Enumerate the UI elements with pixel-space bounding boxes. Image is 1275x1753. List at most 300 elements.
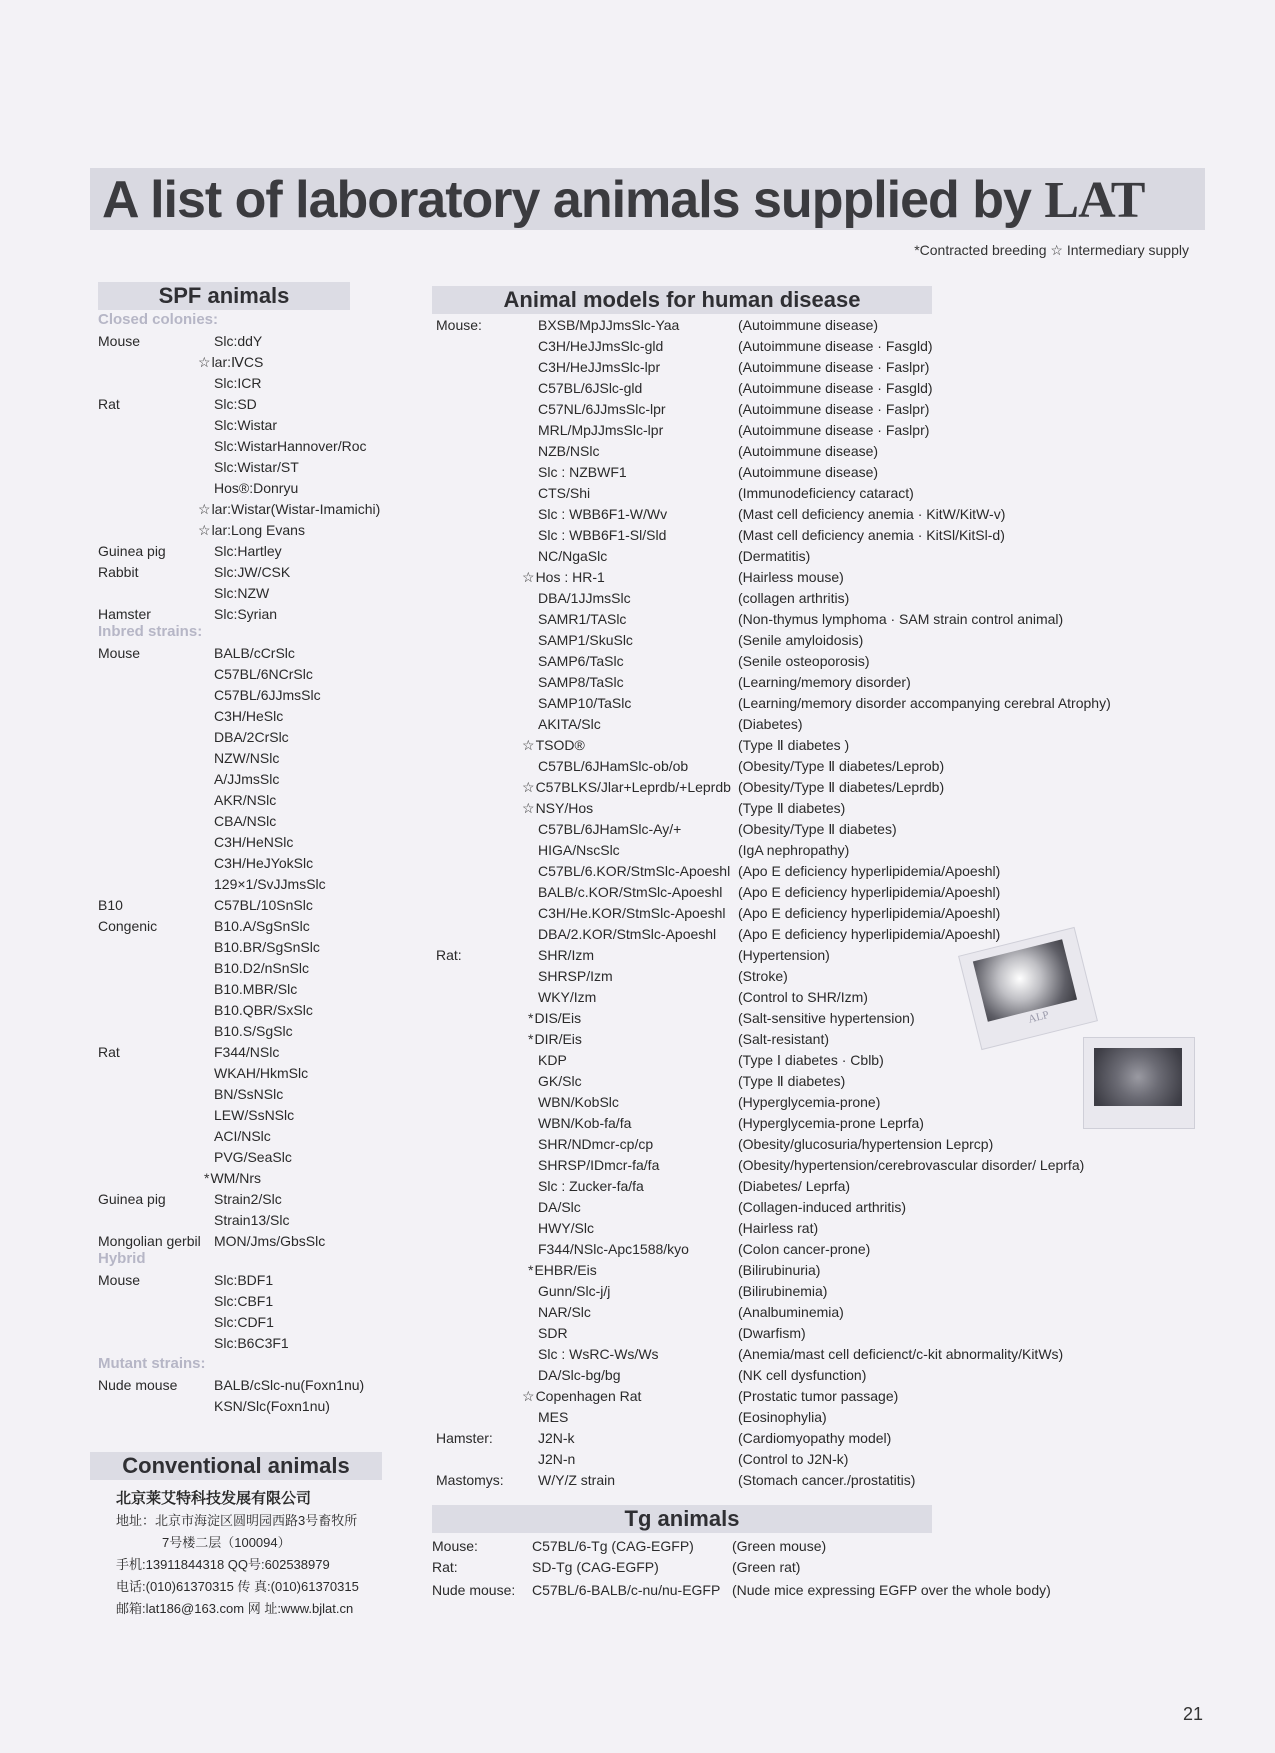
marker-symbol: ☆	[198, 522, 211, 538]
disease-description-text: (Dermatitis)	[738, 548, 811, 564]
strain-name	[214, 832, 293, 852]
strain-name	[538, 924, 716, 944]
strain-name-text: C57BL/6JHamSlc-ob/ob	[538, 758, 689, 774]
disease-description	[738, 483, 914, 503]
strain-name	[538, 336, 663, 356]
strain-name	[214, 436, 367, 456]
disease-description	[738, 546, 810, 566]
strain-name-text: NAR/Slc	[538, 1304, 591, 1320]
strain-name-text: MRL/MpJJmsSlc-lpr	[538, 422, 664, 438]
strain-name	[528, 1260, 597, 1280]
strain-name	[214, 664, 313, 684]
strain-name	[538, 756, 688, 776]
disease-description	[738, 840, 849, 860]
marker-symbol: ☆	[522, 569, 535, 585]
species-label-text: Nude mouse	[98, 1377, 178, 1393]
strain-name-text: NSY/Hos	[535, 800, 594, 816]
strain-name-text: DBA/2CrSlc	[214, 729, 289, 745]
strain-name-text: Slc : WBB6F1-Sl/Sld	[538, 527, 667, 543]
strain-name-text: SAMP1/SkuSlc	[538, 632, 633, 648]
strain-name-text: Slc:Syrian	[214, 606, 278, 622]
disease-description	[738, 1260, 820, 1280]
tg-heading: Tg animals	[432, 1505, 932, 1533]
disease-description	[738, 693, 1111, 713]
disease-description	[738, 1029, 829, 1049]
strain-name	[214, 1084, 283, 1104]
strain-name-text: SAMP8/TaSlc	[538, 674, 624, 690]
strain-name-text: SAMR1/TASlc	[538, 611, 627, 627]
disease-description-text: (Green mouse)	[732, 1538, 827, 1554]
strain-name	[214, 1210, 289, 1230]
disease-description-text: (Type Ⅱ diabetes)	[738, 1073, 846, 1089]
subsection-heading-text: Mutant strains:	[98, 1355, 206, 1372]
strain-name	[214, 1231, 325, 1251]
strain-name	[538, 630, 633, 650]
strain-name	[214, 415, 277, 435]
disease-description	[738, 1071, 845, 1091]
strain-name	[538, 1050, 567, 1070]
disease-description-text: (Learning/memory disorder accompanying cerebral Atrophy)	[738, 695, 1111, 711]
disease-description-text: (Obesity/glucosuria/hypertension Leprcp)	[738, 1136, 994, 1152]
photo-caption: ALP	[1027, 1008, 1051, 1026]
species-label-text: Nude mouse:	[432, 1582, 516, 1598]
brand-text: LAT	[1044, 172, 1145, 229]
disease-description-text: (Analbuminemia)	[738, 1304, 844, 1320]
strain-name-text: C57BL/6-BALB/c-nu/nu-EGFP	[532, 1582, 721, 1598]
strain-name-text: MON/Jms/GbsSlc	[214, 1233, 326, 1249]
strain-name	[538, 1281, 610, 1301]
strain-name-text: KDP	[538, 1052, 567, 1068]
disease-description-text: (Cardiomyopathy model)	[738, 1430, 892, 1446]
strain-name	[538, 1470, 615, 1490]
strain-name-text: C3H/He.KOR/StmSlc-Apoeshl	[538, 905, 726, 921]
disease-description-text: (Immunodeficiency cataract)	[738, 485, 914, 501]
strain-name	[214, 916, 310, 936]
strain-name	[538, 588, 631, 608]
strain-name-text: ACI/NSlc	[214, 1128, 271, 1144]
strain-name-text: Slc:Hartley	[214, 543, 282, 559]
strain-name	[538, 1428, 575, 1448]
disease-description	[738, 756, 944, 776]
strain-name	[214, 562, 290, 582]
disease-description-text: (Stomach cancer./prostatitis)	[738, 1472, 916, 1488]
strain-name-text: Slc:B6C3F1	[214, 1335, 289, 1351]
strain-name	[538, 651, 624, 671]
contact-info	[116, 1488, 359, 1620]
disease-description	[738, 399, 929, 419]
species-label	[436, 1428, 493, 1448]
disease-description	[738, 609, 1063, 629]
strain-name-text: DBA/2.KOR/StmSlc-Apoeshl	[538, 926, 717, 942]
strain-name-text: C57NL/6JJmsSlc-lpr	[538, 401, 666, 417]
strain-name	[538, 609, 626, 629]
species-label-text: Mongolian gerbil	[98, 1233, 201, 1249]
strain-name	[538, 420, 663, 440]
disease-description	[738, 651, 870, 671]
strain-name-text: Copenhagen Rat	[535, 1388, 642, 1404]
disease-description	[738, 1050, 884, 1070]
marker-symbol: ☆	[522, 737, 535, 753]
species-label	[98, 643, 140, 663]
disease-description	[738, 1449, 848, 1469]
strain-name	[198, 499, 380, 519]
strain-name-text: Slc:CDF1	[214, 1314, 274, 1330]
strain-name-text: Slc:NZW	[214, 585, 270, 601]
subsection-heading	[98, 310, 218, 330]
disease-description-text: (IgA nephropathy)	[738, 842, 850, 858]
disease-description-text: (Salt-sensitive hypertension)	[738, 1010, 915, 1026]
disease-description	[738, 1386, 898, 1406]
species-label-text: B10	[98, 897, 123, 913]
strain-name-text: J2N-k	[538, 1430, 575, 1446]
strain-name-text: B10.S/SgSlc	[214, 1023, 293, 1039]
strain-name	[214, 769, 279, 789]
species-label	[432, 1580, 515, 1600]
strain-name-text: C57BL/6JJmsSlc	[214, 687, 321, 703]
disease-description	[738, 462, 878, 482]
disease-description	[738, 504, 1005, 524]
strain-name-text: Strain13/Slc	[214, 1212, 290, 1228]
strain-name-text: lar:Long Evans	[211, 522, 305, 538]
title-text: A list of laboratory animals supplied by	[102, 171, 1045, 229]
strain-name-text: C57BL/6NCrSlc	[214, 666, 313, 682]
disease-description	[738, 1176, 850, 1196]
disease-description	[738, 966, 788, 986]
disease-description-text: (Mast cell deficiency anemia · KitSl/KitSl-d)	[738, 527, 1005, 543]
strain-name-text: B10.QBR/SxSlc	[214, 1002, 313, 1018]
disease-description	[738, 357, 929, 377]
disease-description	[738, 1365, 866, 1385]
phone-line: 电话:(010)61370315 传 真:(010)61370315	[116, 1579, 359, 1594]
disease-description	[738, 525, 1005, 545]
species-label-text: Mastomys:	[436, 1472, 504, 1488]
strain-name	[214, 727, 289, 747]
disease-description	[738, 1428, 891, 1448]
disease-description-text: (Apo E deficiency hyperlipidemia/Apoeshl)	[738, 905, 1001, 921]
strain-name-text: A/JJmsSlc	[214, 771, 280, 787]
strain-name	[538, 1302, 591, 1322]
disease-description-text: (Apo E deficiency hyperlipidemia/Apoeshl)	[738, 926, 1001, 942]
strain-name	[214, 373, 261, 393]
spf-heading: SPF animals	[98, 282, 350, 310]
strain-name-text: SHRSP/IDmcr-fa/fa	[538, 1157, 660, 1173]
strain-name-text: HWY/Slc	[538, 1220, 594, 1236]
strain-name-text: DIR/Eis	[534, 1031, 582, 1047]
species-label-text: Congenic	[98, 918, 158, 934]
strain-name	[538, 441, 599, 461]
species-label-text: Guinea pig	[98, 1191, 166, 1207]
species-label-text: Guinea pig	[98, 543, 166, 559]
disease-description-text: (Autoimmune disease)	[738, 464, 879, 480]
strain-name-text: Slc : WBB6F1-W/Wv	[538, 506, 668, 522]
species-label-text: Hamster:	[436, 1430, 493, 1446]
strain-name	[528, 1029, 582, 1049]
disease-description-text: (Autoimmune disease · Faslpr)	[738, 422, 930, 438]
disease-description-text: (Bilirubinuria)	[738, 1262, 821, 1278]
disease-description-text: (Autoimmune disease · Faslpr)	[738, 401, 930, 417]
strain-name-text: Slc:CBF1	[214, 1293, 274, 1309]
strain-name	[538, 882, 722, 902]
strain-name	[538, 903, 726, 923]
strain-name	[214, 1291, 273, 1311]
strain-name	[528, 1008, 581, 1028]
species-label	[436, 1470, 504, 1490]
strain-name	[538, 1134, 653, 1154]
strain-name	[214, 1021, 293, 1041]
disease-description	[738, 630, 863, 650]
strain-name	[214, 604, 277, 624]
disease-description-text: (Collagen-induced arthritis)	[738, 1199, 907, 1215]
strain-name	[538, 1365, 620, 1385]
disease-description	[738, 714, 803, 734]
strain-name-text: PVG/SeaSlc	[214, 1149, 292, 1165]
strain-name	[538, 462, 627, 482]
disease-description	[738, 735, 849, 755]
strain-name-text: DIS/Eis	[534, 1010, 582, 1026]
disease-description-text: (Anemia/mast cell deficienct/c-kit abnormality/KitWs)	[738, 1346, 1064, 1362]
strain-name	[538, 693, 631, 713]
disease-description-text: (Senile osteoporosis)	[738, 653, 870, 669]
strain-name-text: BALB/cSlc-nu(Foxn1nu)	[214, 1377, 365, 1393]
disease-description	[738, 1281, 827, 1301]
strain-name-text: Slc : Zucker-fa/fa	[538, 1178, 644, 1194]
mouse-photo	[958, 927, 1098, 1050]
strain-name-text: J2N-n	[538, 1451, 576, 1467]
disease-description	[738, 1113, 924, 1133]
strain-name	[532, 1557, 659, 1577]
marker-symbol: *	[528, 1010, 534, 1026]
strain-name	[214, 1396, 330, 1416]
subsection-heading	[98, 1249, 146, 1269]
strain-name-text: Slc:JW/CSK	[214, 564, 291, 580]
strain-name	[214, 979, 297, 999]
species-label	[98, 541, 166, 561]
strain-name-text: WKAH/HkmSlc	[214, 1065, 309, 1081]
strain-name	[522, 777, 731, 797]
strain-name	[538, 1407, 568, 1427]
strain-name	[522, 735, 585, 755]
marker-symbol: ☆	[198, 501, 211, 517]
company-name: 北京莱艾特科技发展有限公司	[116, 1490, 312, 1507]
strain-name	[538, 714, 601, 734]
disease-description-text: (Learning/memory disorder)	[738, 674, 911, 690]
species-label-text: Mouse	[98, 1272, 141, 1288]
disease-description	[738, 1407, 827, 1427]
disease-description	[738, 1155, 1084, 1175]
strain-name-text: Slc:ddY	[214, 333, 263, 349]
species-label	[436, 315, 482, 335]
strain-name-text: SHR/NDmcr-cp/cp	[538, 1136, 654, 1152]
disease-description	[738, 903, 1000, 923]
strain-name	[214, 790, 276, 810]
strain-name	[214, 937, 320, 957]
strain-name-text: C57BLKS/Jlar+Leprdb/+Leprdb	[535, 779, 731, 795]
disease-description-text: (Obesity/hypertension/cerebrovascular disorder/ Leprfa)	[738, 1157, 1085, 1173]
species-label-text: Mouse:	[436, 317, 482, 333]
strain-name	[214, 1189, 282, 1209]
disease-description	[738, 819, 897, 839]
strain-name	[214, 1312, 274, 1332]
marker-symbol: *	[204, 1170, 210, 1186]
strain-name-text: WKY/Izm	[538, 989, 597, 1005]
species-label-text: Mouse	[98, 333, 141, 349]
disease-description	[738, 672, 911, 692]
disease-description-text: (Stroke)	[738, 968, 788, 984]
strain-name-text: DA/Slc-bg/bg	[538, 1367, 621, 1383]
disease-description	[738, 861, 1000, 881]
strain-name-text: KSN/Slc(Foxn1nu)	[214, 1398, 330, 1414]
disease-description	[738, 1218, 818, 1238]
species-label	[98, 562, 138, 582]
strain-name-text: MES	[538, 1409, 569, 1425]
species-label-text: Hamster	[98, 606, 151, 622]
strain-name-text: LEW/SsNSlc	[214, 1107, 295, 1123]
disease-description	[738, 420, 929, 440]
disease-description-text: (Obesity/Type Ⅱ diabetes)	[738, 821, 897, 837]
strain-name	[522, 798, 593, 818]
strain-name-text: C57BL/6JSlc-gld	[538, 380, 643, 396]
strain-name	[214, 1105, 294, 1125]
strain-name	[538, 1155, 659, 1175]
strain-name-text: AKR/NSlc	[214, 792, 277, 808]
subsection-heading	[98, 1354, 206, 1374]
disease-description-text: (Hyperglycemia-prone Leprfa)	[738, 1115, 924, 1131]
strain-name	[538, 1071, 582, 1091]
strain-name-text: lar:Wistar(Wistar-Imamichi)	[211, 501, 381, 517]
strain-name-text: Slc:WistarHannover/Roc	[214, 438, 367, 454]
strain-name-text: Slc : WsRC-Ws/Ws	[538, 1346, 659, 1362]
strain-name-text: HIGA/NscSlc	[538, 842, 620, 858]
strain-name-text: CBA/NSlc	[214, 813, 277, 829]
disease-description-text: (Senile amyloidosis)	[738, 632, 864, 648]
disease-description-text: (Apo E deficiency hyperlipidemia/Apoeshl)	[738, 863, 1001, 879]
strain-name	[214, 958, 309, 978]
disease-description-text: (Salt-resistant)	[738, 1031, 830, 1047]
conventional-heading: Conventional animals	[90, 1452, 382, 1480]
disease-description	[738, 1092, 880, 1112]
strain-name	[538, 840, 620, 860]
rat-photo	[1083, 1037, 1195, 1129]
disease-description-text: (Non-thymus lymphoma · SAM strain control animal)	[738, 611, 1064, 627]
disease-description	[738, 1134, 993, 1154]
disease-description	[738, 987, 868, 1007]
disease-description	[732, 1536, 826, 1556]
strain-name-text: NZB/NSlc	[538, 443, 600, 459]
strain-name	[538, 966, 613, 986]
strain-name-text: C3H/HeJJmsSlc-lpr	[538, 359, 661, 375]
species-label	[98, 895, 123, 915]
strain-name-text: Hos : HR-1	[535, 569, 605, 585]
marker-symbol: ☆	[522, 779, 535, 795]
disease-description-text: (Control to J2N-k)	[738, 1451, 849, 1467]
strain-name-text: B10.BR/SgSnSlc	[214, 939, 320, 955]
subsection-heading	[98, 622, 202, 642]
disease-description	[738, 378, 933, 398]
strain-name-text: WM/Nrs	[210, 1170, 261, 1186]
strain-name	[214, 685, 321, 705]
strain-name	[538, 1092, 619, 1112]
strain-name	[522, 567, 605, 587]
marker-symbol: ☆	[522, 1388, 535, 1404]
strain-name-text: NC/NgaSlc	[538, 548, 608, 564]
strain-name-text: GK/Slc	[538, 1073, 582, 1089]
strain-name-text: EHBR/Eis	[534, 1262, 597, 1278]
strain-name-text: Slc:Wistar/ST	[214, 459, 299, 475]
page-number: 21	[1183, 1704, 1204, 1724]
species-label	[98, 331, 140, 351]
strain-name	[204, 1168, 261, 1188]
strain-name	[198, 520, 305, 540]
strain-name-text: BN/SsNSlc	[214, 1086, 284, 1102]
strain-name	[538, 1218, 594, 1238]
subsection-heading-text: Inbred strains:	[98, 623, 203, 640]
disease-description-text: (NK cell dysfunction)	[738, 1367, 867, 1383]
disease-description	[738, 441, 878, 461]
species-label-text: Rat	[98, 1044, 120, 1060]
strain-name	[538, 1449, 575, 1469]
strain-name-text: DA/Slc	[538, 1199, 581, 1215]
species-label-text: Rabbit	[98, 564, 139, 580]
strain-name	[214, 457, 299, 477]
models-heading: Animal models for human disease	[432, 286, 932, 314]
marker-symbol: ☆	[198, 354, 211, 370]
strain-name	[538, 357, 660, 377]
address-line-1: 地址：北京市海淀区圆明园西路3号畜牧所	[116, 1513, 358, 1528]
strain-name	[538, 1176, 644, 1196]
strain-name-text: BALB/cCrSlc	[214, 645, 295, 661]
strain-name-text: C3H/HeSlc	[214, 708, 284, 724]
strain-name	[538, 504, 667, 524]
disease-description	[738, 945, 830, 965]
strain-name-text: lar:ⅣCS	[211, 354, 264, 370]
strain-name	[214, 331, 262, 351]
disease-description-text: (Autoimmune disease)	[738, 317, 879, 333]
disease-description-text: (Type Ⅱ diabetes)	[738, 800, 846, 816]
disease-description	[738, 567, 844, 587]
strain-name-text: WBN/KobSlc	[538, 1094, 619, 1110]
strain-name-text: C3H/HeJJmsSlc-gld	[538, 338, 664, 354]
strain-name	[532, 1536, 694, 1556]
strain-name-text: C3H/HeNSlc	[214, 834, 294, 850]
strain-name-text: B10.D2/nSnSlc	[214, 960, 309, 976]
strain-name-text: Slc:ICR	[214, 375, 262, 391]
disease-description-text: (Bilirubinemia)	[738, 1283, 828, 1299]
strain-name	[214, 394, 257, 414]
rat-image	[1094, 1048, 1182, 1106]
disease-description	[738, 336, 933, 356]
strain-name-text: 129×1/SvJJmsSlc	[214, 876, 326, 892]
strain-name-text: B10.A/SgSnSlc	[214, 918, 310, 934]
disease-description-text: (Mast cell deficiency anemia · KitW/KitW-v)	[738, 506, 1006, 522]
disease-description	[732, 1580, 1051, 1600]
strain-name	[214, 478, 298, 498]
strain-name-text: F344/NSlc	[214, 1044, 280, 1060]
strain-name	[198, 352, 263, 372]
strain-name	[214, 853, 313, 873]
strain-name-text: C57BL/10SnSlc	[214, 897, 313, 913]
strain-name-text: F344/NSlc-Apc1588/kyo	[538, 1241, 689, 1257]
disease-description-text: (Obesity/Type Ⅱ diabetes/Leprob)	[738, 758, 945, 774]
disease-description-text: (Diabetes/ Leprfa)	[738, 1178, 851, 1194]
strain-name	[214, 1063, 308, 1083]
strain-name	[214, 643, 295, 663]
disease-description-text: (Green rat)	[732, 1559, 801, 1575]
strain-name-text: SAMP6/TaSlc	[538, 653, 624, 669]
strain-name-text: Slc : NZBWF1	[538, 464, 627, 480]
email-line: 邮箱:lat186@163.com 网 址:www.bjlat.cn	[116, 1601, 354, 1616]
disease-description-text: (Autoimmune disease · Fasgld)	[738, 380, 933, 396]
strain-name-text: TSOD®	[535, 737, 585, 753]
